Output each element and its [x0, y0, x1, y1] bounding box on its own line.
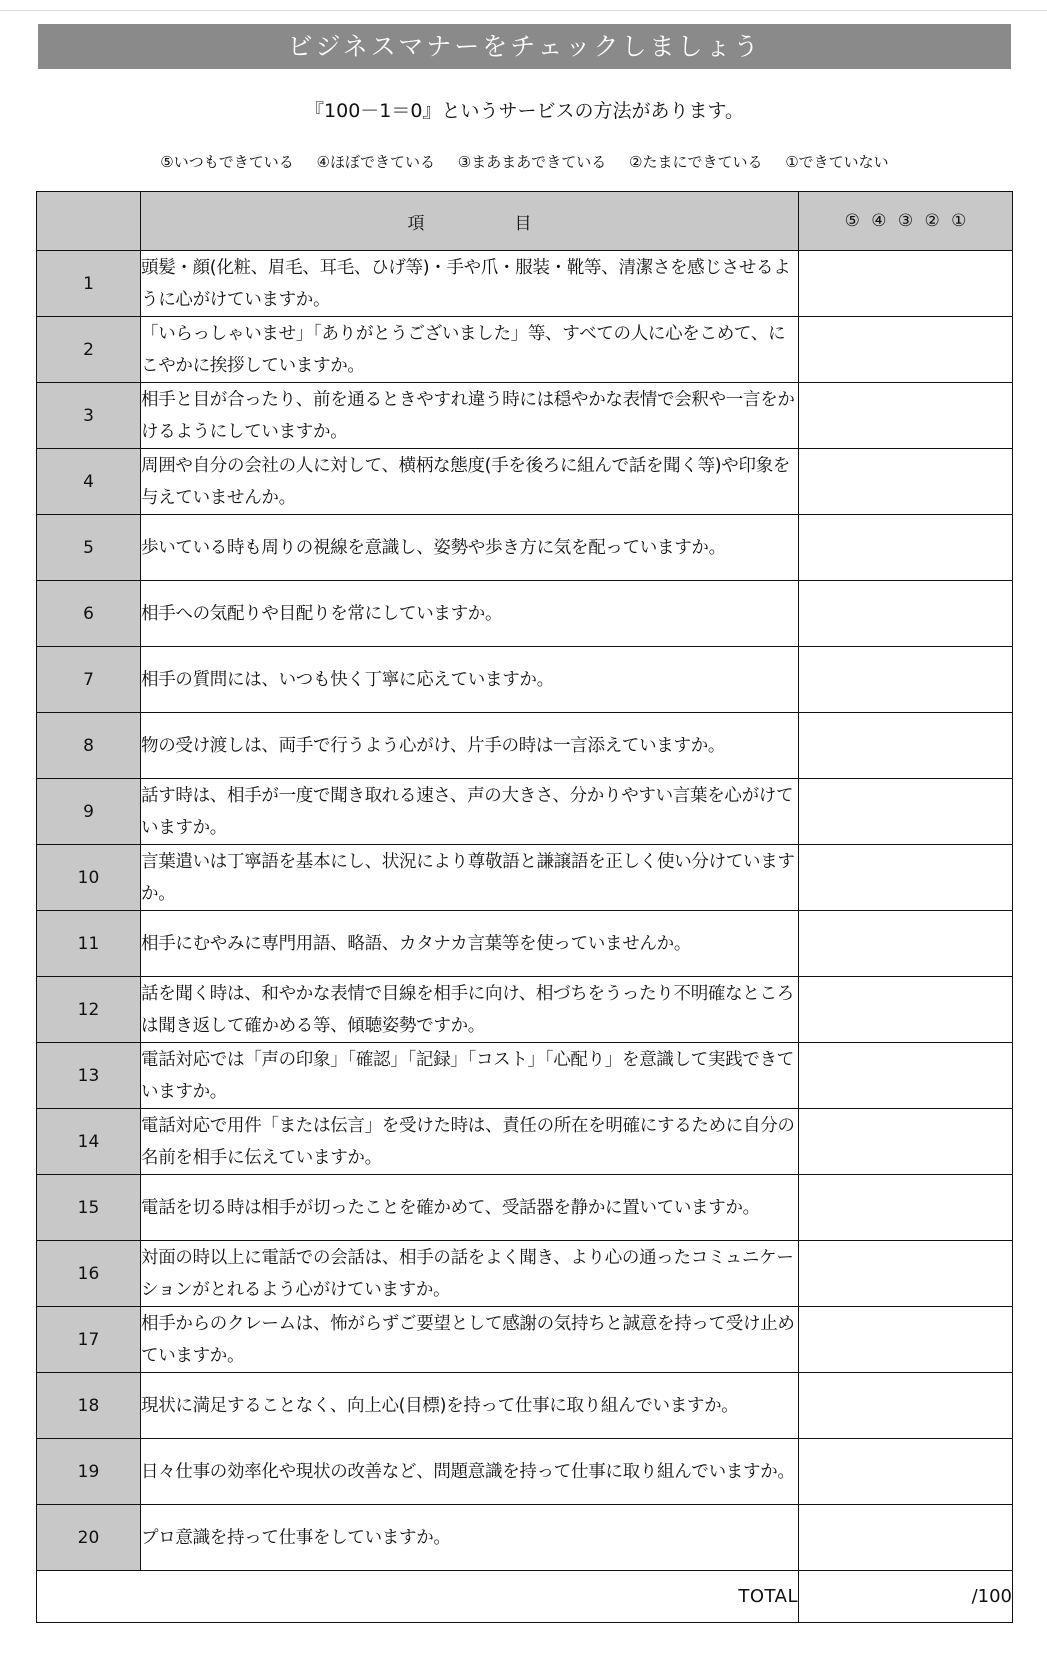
row-number: 7 [37, 647, 141, 713]
row-score-cell[interactable] [799, 1175, 1013, 1241]
row-question: 電話を切る時は相手が切ったことを確かめて、受話器を静かに置いていますか。 [141, 1175, 799, 1241]
checklist-rows [37, 251, 1013, 1571]
row-question: 電話対応では「声の印象」「確認」「記録」「コスト」「心配り」を意識して実践できていますか。 [141, 1043, 799, 1109]
row-question: 相手への気配りや目配りを常にしていますか。 [141, 581, 799, 647]
row-score-cell[interactable] [799, 1439, 1013, 1505]
row-question: プロ意識を持って仕事をしていますか。 [141, 1505, 799, 1571]
row-question: 日々仕事の効率化や現状の改善など、問題意識を持って仕事に取り組んでいますか。 [141, 1439, 799, 1505]
row-number: 9 [37, 779, 141, 845]
table-row [37, 1175, 1013, 1241]
row-number: 15 [37, 1175, 141, 1241]
row-number: 18 [37, 1373, 141, 1439]
table-row [37, 911, 1013, 977]
table-row [37, 1307, 1013, 1373]
row-question: 相手の質問には、いつも快く丁寧に応えていますか。 [141, 647, 799, 713]
row-score-cell[interactable] [799, 1373, 1013, 1439]
row-question: 相手と目が合ったり、前を通るときやすれ違う時には穏やかな表情で会釈や一言をかけるようにしていますか。 [141, 383, 799, 449]
table-row [37, 1043, 1013, 1109]
row-score-cell[interactable] [799, 251, 1013, 317]
row-number: 19 [37, 1439, 141, 1505]
header-number [37, 192, 141, 251]
table-row [37, 977, 1013, 1043]
legend-item-1: ①できていない [785, 153, 889, 171]
row-question: 歩いている時も周りの視線を意識し、姿勢や歩き方に気を配っていますか。 [141, 515, 799, 581]
table-row [37, 713, 1013, 779]
table-row [37, 845, 1013, 911]
row-score-cell[interactable] [799, 1043, 1013, 1109]
row-score-cell[interactable] [799, 845, 1013, 911]
table-row [37, 515, 1013, 581]
row-question: 物の受け渡しは、両手で行うよう心がけ、片手の時は一言添えていますか。 [141, 713, 799, 779]
row-number: 13 [37, 1043, 141, 1109]
legend-item-2: ②たまにできている [629, 153, 763, 171]
row-number: 4 [37, 449, 141, 515]
legend-item-3: ③まあまあできている [457, 153, 607, 171]
row-number: 5 [37, 515, 141, 581]
row-question: 言葉遣いは丁寧語を基本にし、状況により尊敬語と謙譲語を正しく使い分けていますか。 [141, 845, 799, 911]
page-title: ビジネスマナーをチェックしましょう [38, 24, 1011, 69]
row-question: 現状に満足することなく、向上心(目標)を持って仕事に取り組んでいますか。 [141, 1373, 799, 1439]
table-header-row [37, 192, 1013, 251]
row-question: 相手にむやみに専門用語、略語、カタナカ言葉等を使っていませんか。 [141, 911, 799, 977]
row-score-cell[interactable] [799, 1109, 1013, 1175]
row-number: 1 [37, 251, 141, 317]
row-number: 11 [37, 911, 141, 977]
checklist-table [36, 191, 1013, 1623]
top-divider [0, 10, 1047, 11]
row-number: 2 [37, 317, 141, 383]
table-row [37, 1241, 1013, 1307]
row-score-cell[interactable] [799, 1505, 1013, 1571]
table-row [37, 449, 1013, 515]
row-score-cell[interactable] [799, 911, 1013, 977]
row-question: 相手からのクレームは、怖がらずご要望として感謝の気持ちと誠意を持って受け止めていますか。 [141, 1307, 799, 1373]
row-score-cell[interactable] [799, 647, 1013, 713]
row-number: 16 [37, 1241, 141, 1307]
row-question: 話す時は、相手が一度で聞き取れる速さ、声の大きさ、分かりやすい言葉を心がけていますか。 [141, 779, 799, 845]
legend-item-5: ⑤いつもできている [160, 153, 294, 171]
table-row [37, 581, 1013, 647]
table-row [37, 1439, 1013, 1505]
row-number: 20 [37, 1505, 141, 1571]
header-item: 項 目 [141, 192, 799, 251]
table-row [37, 383, 1013, 449]
row-question: 「いらっしゃいませ」「ありがとうございました」等、すべての人に心をこめて、にこやかに挨拶していますか。 [141, 317, 799, 383]
row-question: 電話対応で用件「または伝言」を受けた時は、責任の所在を明確にするために自分の名前を相手に伝えていますか。 [141, 1109, 799, 1175]
row-score-cell[interactable] [799, 1307, 1013, 1373]
row-score-cell[interactable] [799, 449, 1013, 515]
row-score-cell[interactable] [799, 977, 1013, 1043]
row-score-cell[interactable] [799, 581, 1013, 647]
row-score-cell[interactable] [799, 383, 1013, 449]
table-row [37, 1109, 1013, 1175]
table-row [37, 317, 1013, 383]
row-question: 話を聞く時は、和やかな表情で目線を相手に向け、相づちをうったり不明確なところは聞き返して確かめる等、傾聴姿勢ですか。 [141, 977, 799, 1043]
row-number: 14 [37, 1109, 141, 1175]
row-number: 17 [37, 1307, 141, 1373]
legend-item-4: ④ほぼできている [316, 153, 435, 171]
subtitle: 『100－1＝0』というサービスの方法があります。 [305, 100, 744, 122]
total-score-cell[interactable]: /100 [799, 1571, 1013, 1623]
row-number: 3 [37, 383, 141, 449]
row-score-cell[interactable] [799, 713, 1013, 779]
row-question: 対面の時以上に電話での会話は、相手の話をよく聞き、より心の通ったコミュニケーションがとれるよう心がけていますか。 [141, 1241, 799, 1307]
row-number: 6 [37, 581, 141, 647]
table-row [37, 251, 1013, 317]
row-number: 8 [37, 713, 141, 779]
row-score-cell[interactable] [799, 317, 1013, 383]
rating-legend [38, 150, 1011, 174]
total-row [37, 1571, 1013, 1623]
table-row [37, 1505, 1013, 1571]
total-label: TOTAL [37, 1571, 799, 1623]
table-row [37, 647, 1013, 713]
row-score-cell[interactable] [799, 1241, 1013, 1307]
row-score-cell[interactable] [799, 515, 1013, 581]
table-row [37, 1373, 1013, 1439]
row-score-cell[interactable] [799, 779, 1013, 845]
table-row [37, 779, 1013, 845]
row-question: 周囲や自分の会社の人に対して、横柄な態度(手を後ろに組んで話を聞く等)や印象を与えていませんか。 [141, 449, 799, 515]
header-scores: ⑤ ④ ③ ② ① [799, 192, 1013, 251]
row-number: 12 [37, 977, 141, 1043]
row-question: 頭髪・顔(化粧、眉毛、耳毛、ひげ等)・手や爪・服装・靴等、清潔さを感じさせるように心がけていますか。 [141, 251, 799, 317]
row-number: 10 [37, 845, 141, 911]
